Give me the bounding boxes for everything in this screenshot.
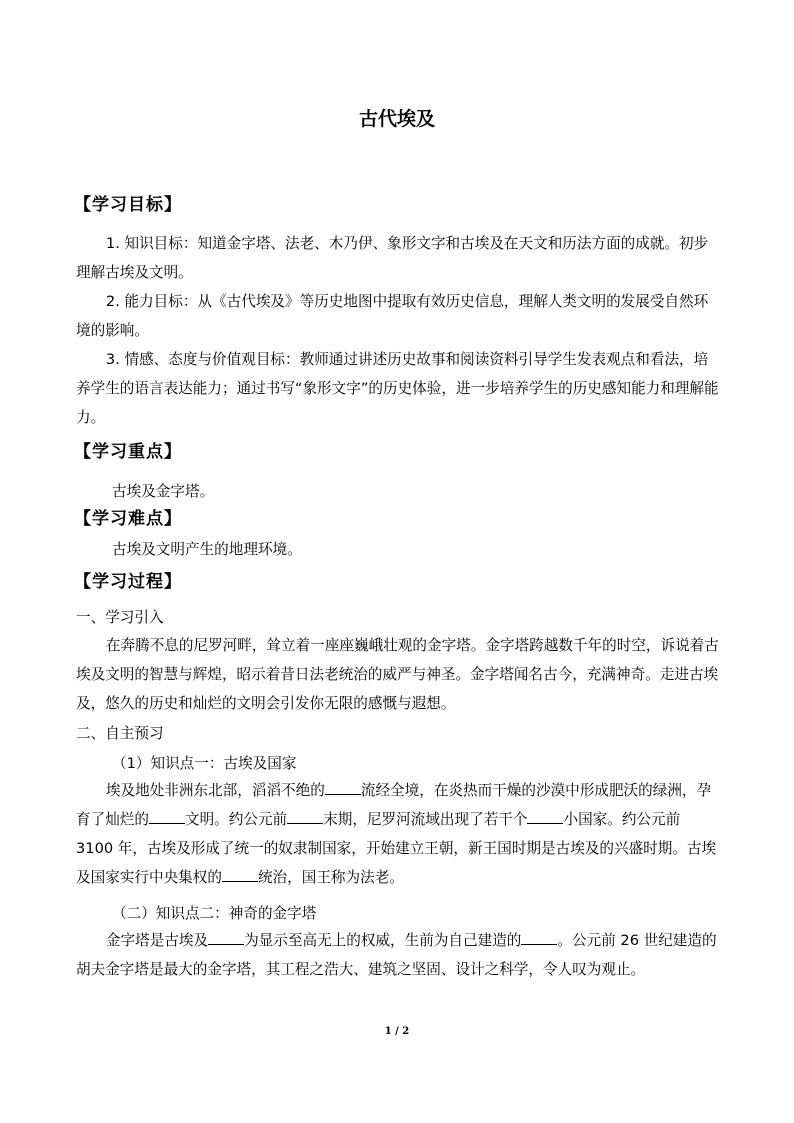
point1-text-d: 末期，尼罗河流域出现了若干个	[323, 811, 528, 828]
point2-text-a: 金字塔是古埃及	[105, 932, 209, 949]
point2-text-c: 。公元前 26 世纪建造的胡夫金字塔是最大的金字塔，其工程之浩大、建筑之坚固、设计之科学，令人叹为观止。	[76, 932, 717, 978]
fill-blank[interactable]	[208, 932, 244, 945]
fill-blank[interactable]	[527, 811, 563, 824]
key-heading: 【学习重点】	[74, 442, 182, 462]
point1-text-f: 统治，国王称为法老。	[257, 869, 404, 886]
fill-blank[interactable]	[149, 811, 185, 824]
point2-text	[76, 926, 720, 984]
fill-blank[interactable]	[287, 811, 323, 824]
point1-text-e: 小国家。约公元前 3100 年，古埃及形成了统一的奴隶制国家，开始建立王朝，新王国时期是古埃及的兴盛时期。古埃及国家实行中央集权的	[76, 811, 717, 886]
difficulty-heading: 【学习难点】	[74, 509, 182, 529]
point1-heading: （1）知识点一：古埃及国家	[112, 755, 297, 772]
objectives-heading: 【学习目标】	[74, 195, 182, 215]
objective-2: 2. 能力目标：从《古代埃及》等历史地图中提取有效历史信息，理解人类文明的发展受自然环境的影响。	[76, 293, 709, 339]
intro-text: 在奔腾不息的尼罗河畔，耸立着一座座巍峨壮观的金字塔。金字塔跨越数千年的时空，诉说着古埃及文明的智慧与辉煌，昭示着昔日法老统治的威严与神圣。金字塔闻名古今，充满神奇。走进古埃及，悠久的历史和灿烂的文明会引发你无限的感慨与遐想。	[76, 637, 719, 712]
fill-blank[interactable]	[325, 782, 361, 795]
point1-text-c: 文明。约公元前	[184, 811, 288, 828]
point1-text-b: 流经全境，在炎热而干燥的沙漠中形成肥沃的绿洲，孕育了灿烂的	[76, 782, 712, 828]
process-heading: 【学习过程】	[74, 572, 182, 592]
fill-blank[interactable]	[521, 932, 557, 945]
key-text: 古埃及金字塔。	[112, 483, 215, 500]
preview-heading: 二、自主预习	[76, 725, 164, 742]
point2-heading: （二）知识点二：神奇的金字塔	[112, 905, 317, 922]
point2-text-b: 为显示至高无上的权威，生前为自己建造的	[244, 932, 522, 949]
page-title: 古代埃及	[358, 108, 435, 130]
intro-heading: 一、学习引入	[76, 609, 164, 626]
point1-text	[76, 776, 720, 892]
fill-blank[interactable]	[222, 869, 258, 882]
objective-1: 1. 知识目标：知道金字塔、法老、木乃伊、象形文字和古埃及在天文和历法方面的成就。初步理解古埃及文明。	[76, 235, 709, 281]
objective-3: 3. 情感、态度与价值观目标：教师通过讲述历史故事和阅读资料引导学生发表观点和看法，培养学生的语言表达能力；通过书写“象形文字”的历史体验，进一步培养学生的历史感知能力和理解能力。	[76, 351, 719, 426]
page-number: 1 / 2	[384, 1026, 410, 1037]
point1-text-a: 埃及地处非洲东北部，滔滔不绝的	[105, 782, 325, 799]
difficulty-text: 古埃及文明产生的地理环境。	[112, 541, 302, 558]
